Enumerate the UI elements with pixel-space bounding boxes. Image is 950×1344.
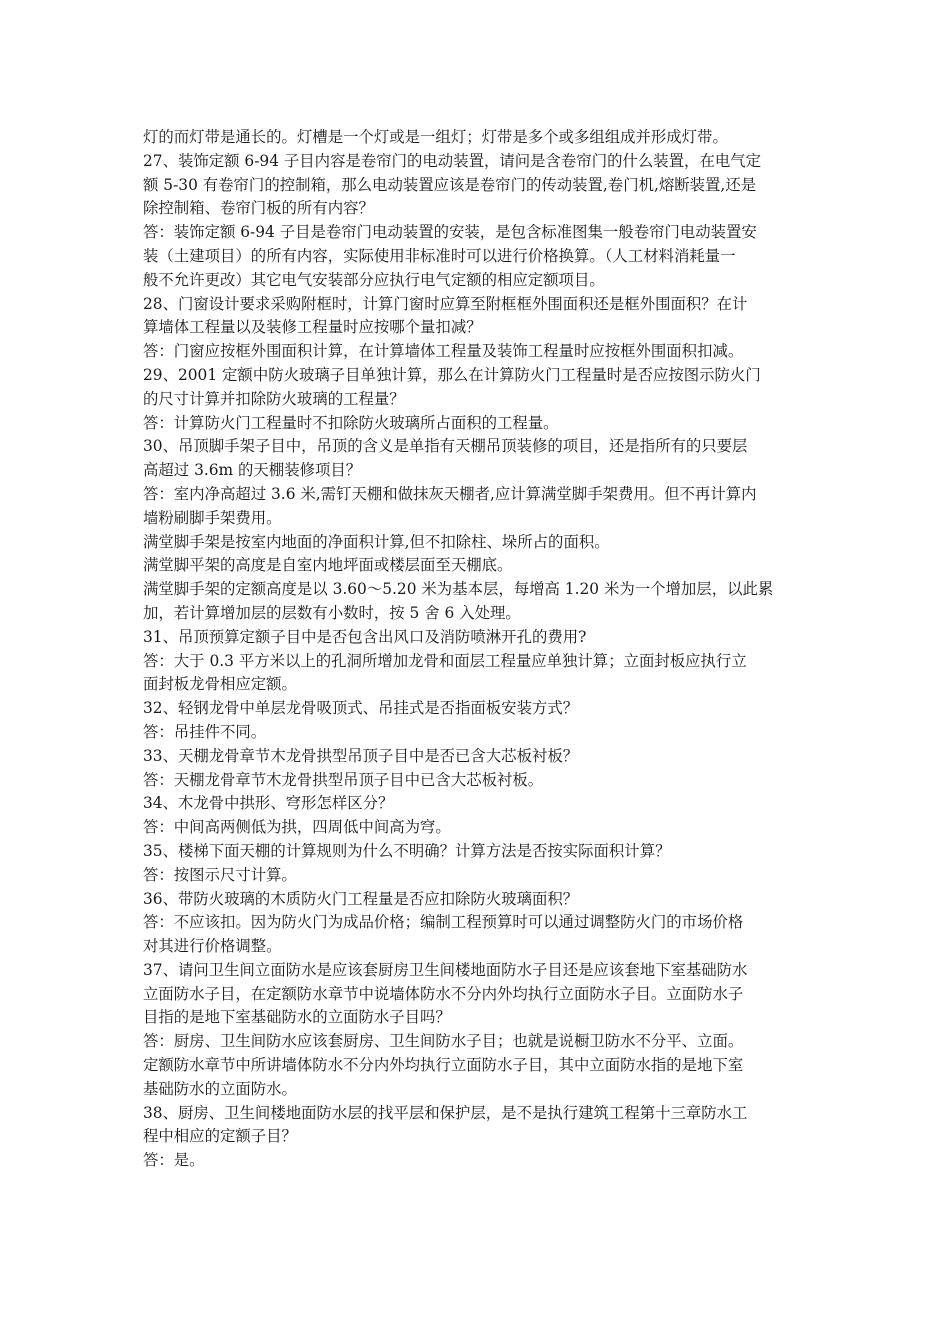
answer-35: 答：按图示尺寸计算。 (143, 865, 297, 884)
document-body (143, 126, 815, 1173)
text-line: 程中相应的定额子目？ (143, 1127, 297, 1146)
answer-29: 答：计算防火门工程量时不扣除防火玻璃所占面积的工程量。 (143, 413, 559, 432)
text-line: 基础防水的立面防水。 (143, 1079, 297, 1098)
text-line: 装（土建项目）的所有内容，实际使用非标准时可以进行价格换算。（人工材料消耗量一 (143, 246, 736, 265)
text-line: 满堂脚手架是按室内地面的净面积计算,但不扣除柱、垛所占的面积。 (143, 532, 610, 551)
answer-36: 答：不应该扣。因为防火门为成品价格；编制工程预算时可以通过调整防火门的市场价格 (143, 913, 744, 932)
question-36: 36、带防火玻璃的木质防火门工程量是否应扣除防火玻璃面积？ (143, 889, 579, 908)
text-line: 满堂脚平架的高度是自室内地坪面或楼层面至天棚底。 (143, 556, 513, 575)
text-line: 墙粉刷脚手架费用。 (143, 508, 282, 527)
answer-34: 答：中间高两侧低为拱，四周低中间高为穹。 (143, 818, 451, 837)
answer-30: 答：室内净高超过 3.6 米,需钉天棚和做抹灰天棚者,应计算满堂脚手架费用。但不再计算内 (143, 484, 757, 503)
question-30: 30、吊顶脚手架子目中，吊顶的含义是单指有天棚吊顶装修的项目，还是指所有的只要层 (143, 437, 748, 456)
question-33: 33、天棚龙骨章节木龙骨拱型吊顶子目中是否已含大芯板衬板？ (143, 746, 579, 765)
question-34: 34、木龙骨中拱形、穹形怎样区分？ (143, 794, 394, 813)
text-line: 高超过 3.6m 的天棚装修项目？ (143, 461, 362, 480)
text-line: 额 5-30 有卷帘门的控制箱，那么电动装置应该是卷帘门的传动装置,卷门机,熔断装置,还是 (143, 175, 757, 194)
text-line: 除控制箱、卷帘门板的所有内容？ (143, 199, 374, 218)
answer-33: 答：天棚龙骨章节木龙骨拱型吊顶子目中已含大芯板衬板。 (143, 770, 544, 789)
question-35: 35、楼梯下面天棚的计算规则为什么不明确？计算方法是否按实际面积计算？ (143, 841, 671, 860)
question-28: 28、门窗设计要求采购附框时，计算门窗时应算至附框框外围面积还是框外围面积？在计 (143, 294, 748, 313)
question-38: 38、厨房、卫生间楼地面防水层的找平层和保护层，是不是执行建筑工程第十三章防水工 (143, 1103, 748, 1122)
text-line: 目指的是地下室基础防水的立面防水子目吗？ (143, 1008, 451, 1027)
text-line: 加，若计算增加层的层数有小数时，按 5 舍 6 入处理。 (143, 603, 521, 622)
text-line: 对其进行价格调整。 (143, 937, 282, 956)
question-29: 29、2001 定额中防火玻璃子目单独计算，那么在计算防火门工程量时是否应按图示防火门 (143, 365, 761, 384)
text-line: 立面防水子目，在定额防水章节中说墙体防水不分内外均执行立面防水子目。立面防水子 (143, 984, 744, 1003)
answer-31: 答：大于 0.3 平方米以上的孔洞所增加龙骨和面层工程量应单独计算；立面封板应执行立 (143, 651, 747, 670)
answer-28: 答：门窗应按框外围面积计算，在计算墙体工程量及装饰工程量时应按框外围面积扣减。 (143, 342, 744, 361)
answer-32: 答：吊挂件不同。 (143, 722, 267, 741)
question-27: 27、装饰定额 6-94 子目内容是卷帘门的电动装置，请问是含卷帘门的什么装置，在电气定 (143, 151, 762, 170)
text-line: 满堂脚手架的定额高度是以 3.60～5.20 米为基本层，每增高 1.20 米为一个增加层，以此累 (143, 580, 774, 599)
question-31: 31、吊顶预算定额子目中是否包含出风口及消防喷淋开孔的费用? (143, 627, 587, 646)
question-32: 32、轻钢龙骨中单层龙骨吸顶式、吊挂式是否指面板安装方式？ (143, 699, 579, 718)
text-line: 面封板龙骨相应定额。 (143, 675, 297, 694)
answer-38: 答：是。 (143, 1151, 205, 1170)
answer-27: 答：装饰定额 6-94 子目是卷帘门电动装置的安装，是包含标准图集一般卷帘门电动装置安 (143, 223, 757, 242)
text-line: 灯的而灯带是通长的。灯槽是一个灯或是一组灯；灯带是多个或多组组成并形成灯带。 (143, 128, 728, 146)
answer-37: 答：厨房、卫生间防水应该套厨房、卫生间防水子目；也就是说橱卫防水不分平、立面。 (143, 1032, 744, 1051)
text-line: 的尺寸计算并扣除防火玻璃的工程量？ (143, 389, 405, 408)
text-line: 算墙体工程量以及装修工程量时应按哪个量扣减？ (143, 318, 482, 337)
text-line: 定额防水章节中所讲墙体防水不分内外均执行立面防水子目，其中立面防水指的是地下室 (143, 1056, 744, 1075)
question-37: 37、请问卫生间立面防水是应该套厨房卫生间楼地面防水子目还是应该套地下室基础防水 (143, 960, 748, 979)
text-line: 般不允许更改）其它电气安装部分应执行电气定额的相应定额项目。 (143, 270, 605, 289)
